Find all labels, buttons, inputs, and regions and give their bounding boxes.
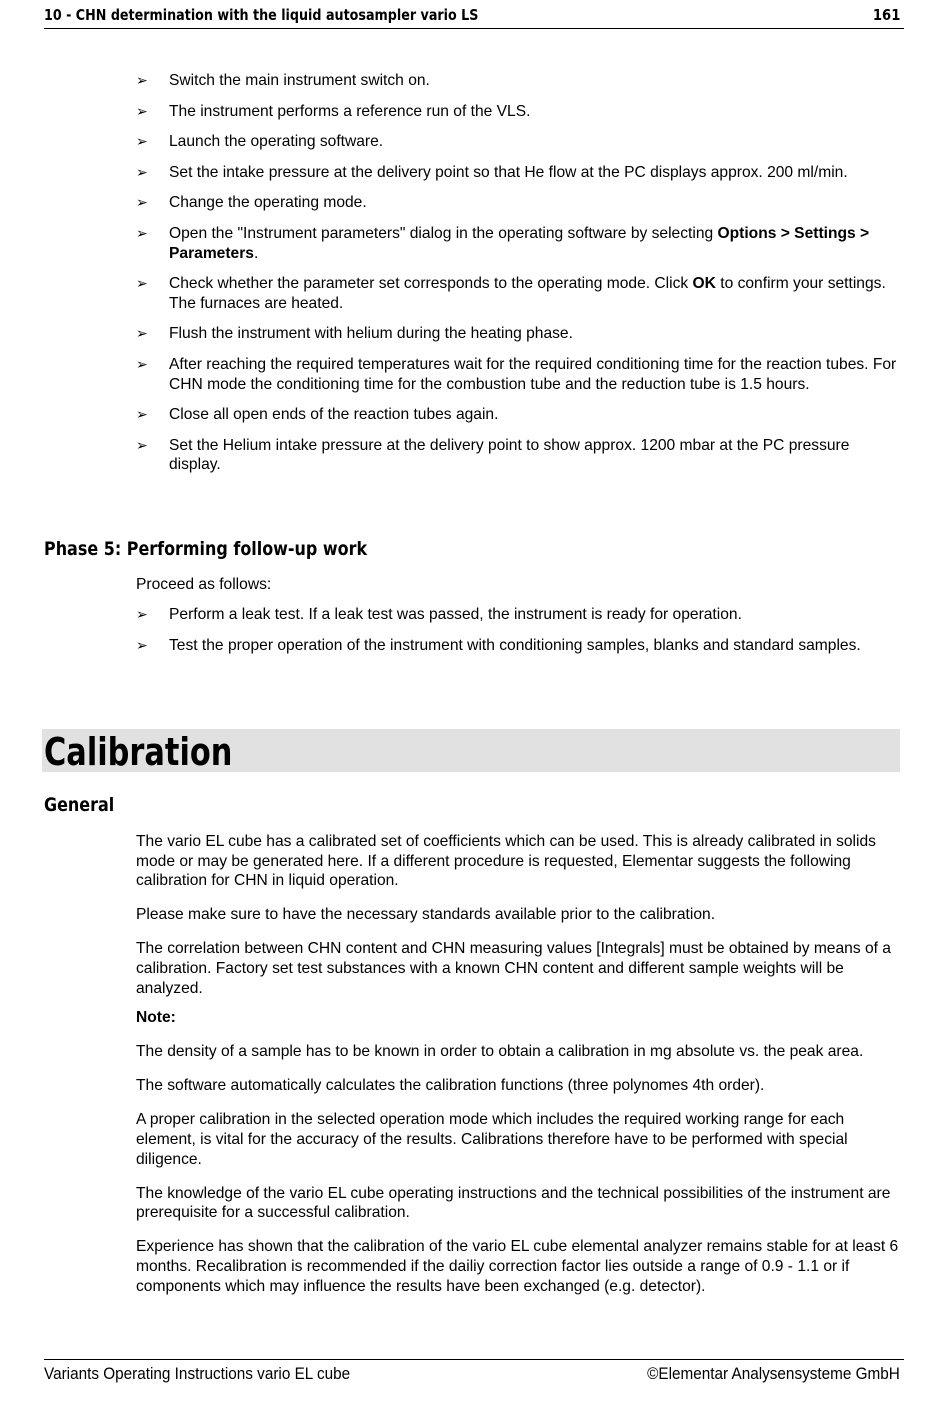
- step-item: ➢ Set the intake pressure at the delivery point so that He flow at the PC displays approx. 200 ml/min.: [136, 163, 848, 181]
- paragraph: The knowledge of the vario EL cube operating instructions and the technical possibilities of the instrument are prerequisite for a successful calibration.: [136, 1184, 891, 1222]
- step-item: ➢ Check whether the parameter set corresponds to the operating mode. Click OK to confirm your settings. The furnaces are heated.: [136, 275, 886, 312]
- chapter-title: 10 - CHN determination with the liquid autosampler vario LS: [44, 6, 479, 24]
- arrow-bullet-icon: ➢: [136, 325, 148, 342]
- arrow-bullet-icon: ➢: [136, 133, 148, 150]
- arrow-bullet-icon: ➢: [136, 406, 148, 423]
- arrow-bullet-icon: ➢: [136, 275, 148, 292]
- ok-label: OK: [692, 275, 716, 293]
- general-heading: General: [44, 794, 115, 816]
- step-item: ➢ Launch the operating software.: [136, 133, 384, 151]
- paragraph: Please make sure to have the necessary standards available prior to the calibration.: [136, 906, 716, 924]
- footer-document-title: Variants Operating Instructions vario EL cube: [44, 1364, 351, 1383]
- step-item: ➢ Set the Helium intake pressure at the delivery point to show approx. 1200 mbar at the PC pressure display.: [136, 436, 850, 474]
- arrow-bullet-icon: ➢: [136, 224, 148, 241]
- phase5-intro: Proceed as follows:: [136, 576, 272, 593]
- page-footer: [44, 1359, 904, 1386]
- step-item: ➢ Flush the instrument with helium during the heating phase.: [136, 325, 573, 343]
- arrow-bullet-icon: ➢: [136, 72, 148, 88]
- menu-path: Options > Settings > Parameters: [169, 224, 870, 262]
- calibration-title: Calibration: [44, 730, 233, 774]
- paragraph: The vario EL cube has a calibrated set of coefficients which can be used. This is already calibrated in solids mode or may be generated here. If a different procedure is requested, Elementar suggests the following calibration for CHN in liquid operation.: [136, 833, 876, 890]
- calibration-body: [136, 832, 901, 1311]
- calibration-banner: [42, 729, 900, 772]
- phase5-heading: Phase 5: Performing follow-up work: [44, 538, 368, 560]
- note-label: Note:: [136, 1009, 176, 1027]
- paragraph: The software automatically calculates the calibration functions (three polynomes 4th order).: [136, 1077, 765, 1095]
- paragraph: A proper calibration in the selected operation mode which includes the required working range for each element, is vital for the accuracy of the results. Calibrations therefore have to be performed with special diligence.: [136, 1111, 848, 1168]
- step-item: ➢ Perform a leak test. If a leak test was passed, the instrument is ready for operation.: [136, 606, 742, 623]
- step-item: ➢ Switch the main instrument switch on.: [136, 72, 430, 89]
- page-header: [44, 6, 904, 29]
- arrow-bullet-icon: ➢: [136, 436, 148, 453]
- step-item: ➢ Close all open ends of the reaction tubes again.: [136, 406, 499, 424]
- paragraph: Experience has shown that the calibration of the vario EL cube elemental analyzer remains stable for at least 6 months. Recalibration is recommended if the dailiy correction factor lies outside a range of 0.9 - 1.1 or if components which may influence the results have been exchanged (e.g. detector).: [136, 1238, 899, 1295]
- step-item: ➢ After reaching the required temperatures wait for the required conditioning time for the reaction tubes. For CHN mode the conditioning time for the combustion tube and the reduction tube is 1.5 hours.: [136, 355, 897, 393]
- step-item: ➢ Change the operating mode.: [136, 194, 367, 212]
- footer-copyright: ©Elementar Analysensysteme GmbH: [647, 1364, 900, 1383]
- paragraph: The density of a sample has to be known in order to obtain a calibration in mg absolute vs. the peak area.: [136, 1043, 864, 1061]
- arrow-bullet-icon: ➢: [136, 606, 148, 622]
- arrow-bullet-icon: ➢: [136, 102, 148, 119]
- step-item: ➢ Test the proper operation of the instrument with conditioning samples, blanks and standard samples.: [136, 636, 861, 654]
- arrow-bullet-icon: ➢: [136, 163, 148, 180]
- step-item: ➢ Open the "Instrument parameters" dialog in the operating software by selecting Options > Settings > Parameters.: [136, 224, 870, 262]
- page-number: 161: [872, 6, 900, 24]
- paragraph: The correlation between CHN content and CHN measuring values [Integrals] must be obtained by means of a calibration. Factory set test substances with a known CHN content and different sample weights will be analyzed.: [136, 940, 891, 997]
- arrow-bullet-icon: ➢: [136, 355, 148, 372]
- startup-steps-list: [136, 71, 901, 486]
- arrow-bullet-icon: ➢: [136, 194, 148, 211]
- step-item: ➢ The instrument performs a reference run of the VLS.: [136, 102, 531, 120]
- phase5-steps-list: [136, 605, 901, 666]
- arrow-bullet-icon: ➢: [136, 636, 148, 653]
